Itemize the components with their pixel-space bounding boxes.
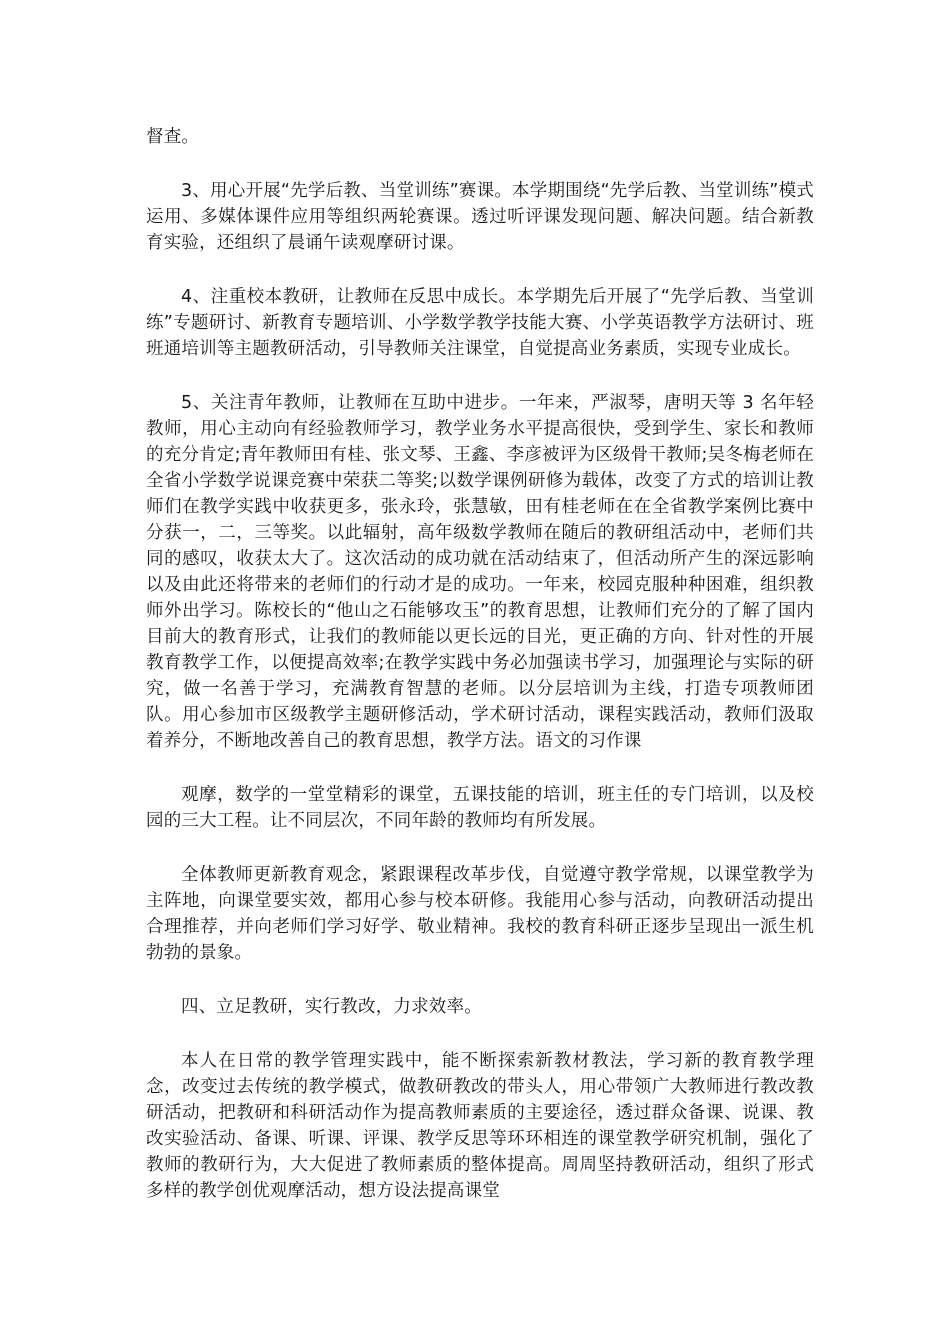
paragraph-2: 3、用心开展“先学后教、当堂训练”赛课。本学期围绕“先学后教、当堂训练”模式运用、多媒体课件应用等组织两轮赛课。透过听评课发现问题、解决问题。结合新教育实验，还组织了晨诵午读观摩研讨课。 [146,181,814,253]
document-body [146,124,814,1204]
paragraph-3: 4、注重校本教研，让教师在反思中成长。本学期先后开展了“先学后教、当堂训练”专题研讨、新教育专题培训、小学数学教学技能大赛、小学英语教学方法研讨、班班通培训等主题教研活动，引导教师关注课堂，自觉提高业务素质，实现专业成长。 [146,287,814,359]
paragraph-7: 本人在日常的教学管理实践中，能不断探索新教材教法，学习新的教育教学理念，改变过去传统的教学模式，做教研教改的带头人，用心带领广大教师进行教改教研活动，把教研和科研活动作为提高教师素质的主要途径，透过群众备课、说课、教改实验活动、备课、听课、评课、教学反思等环环相连的课堂教学研究机制，强化了教师的教研行为，大大促进了教师素质的整体提高。周周坚持教研活动，组织了形式多样的教学创优观摩活动，想方设法提高课堂 [146,1051,814,1201]
paragraph-1: 督查。 [146,127,200,147]
paragraph-4: 5、关注青年教师，让教师在互助中进步。一年来，严淑琴，唐明天等 3 名年轻教师，用心主动向有经验教师学习，教学业务水平提高很快，受到学生、家长和教师的充分肯定;青年教师田有桂、张文琴、王鑫、李彦被评为区级骨干教师;吴冬梅老师在全省小学数学说课竞赛中荣获二等奖;以数学课例研修为载体，改变了方式的培训让教师们在教学实践中收获更多，张永玲，张慧敏，田有桂老师在在全省教学案例比赛中分获一，二，三等奖。以此辐射，高年级数学教师在随后的教研组活动中，老师们共同的感叹，收获太大了。这次活动的成功就在活动结束了，但活动所产生的深远影响以及由此还将带来的老师们的行动才是的成功。一年来，校园克服种种困难，组织教师外出学习。陈校长的“他山之石能够攻玉”的教育思想，让教师们充分的了解了国内目前大的教育形式，让我们的教师能以更长远的目光，更正确的方向、针对性的开展教育教学工作，以便提高效率;在教学实践中务必加强读书学习，加强理论与实际的研究，做一名善于学习，充满教育智慧的老师。以分层培训为主线，打造专项教师团队。用心参加市区级教学主题研修活动，学术研讨活动，课程实践活动，教师们汲取着养分，不断地改善自己的教育思想，教学方法。语文的习作课 [146,393,814,751]
paragraph-6: 全体教师更新教育观念，紧跟课程改革步伐，自觉遵守教学常规，以课堂教学为主阵地，向课堂要实效，都用心参与校本研修。我能用心参与活动，向教研活动提出合理推荐，并向老师们学习好学、敬业精神。我校的教育科研正逐步呈现出一派生机勃勃的景象。 [146,865,814,963]
section-heading: 四、立足教研，实行教改，力求效率。 [181,997,482,1017]
paragraph-5: 观摩，数学的一堂堂精彩的课堂，五课技能的培训，班主任的专门培训，以及校园的三大工程。让不同层次，不同年龄的教师均有所发展。 [146,785,814,831]
